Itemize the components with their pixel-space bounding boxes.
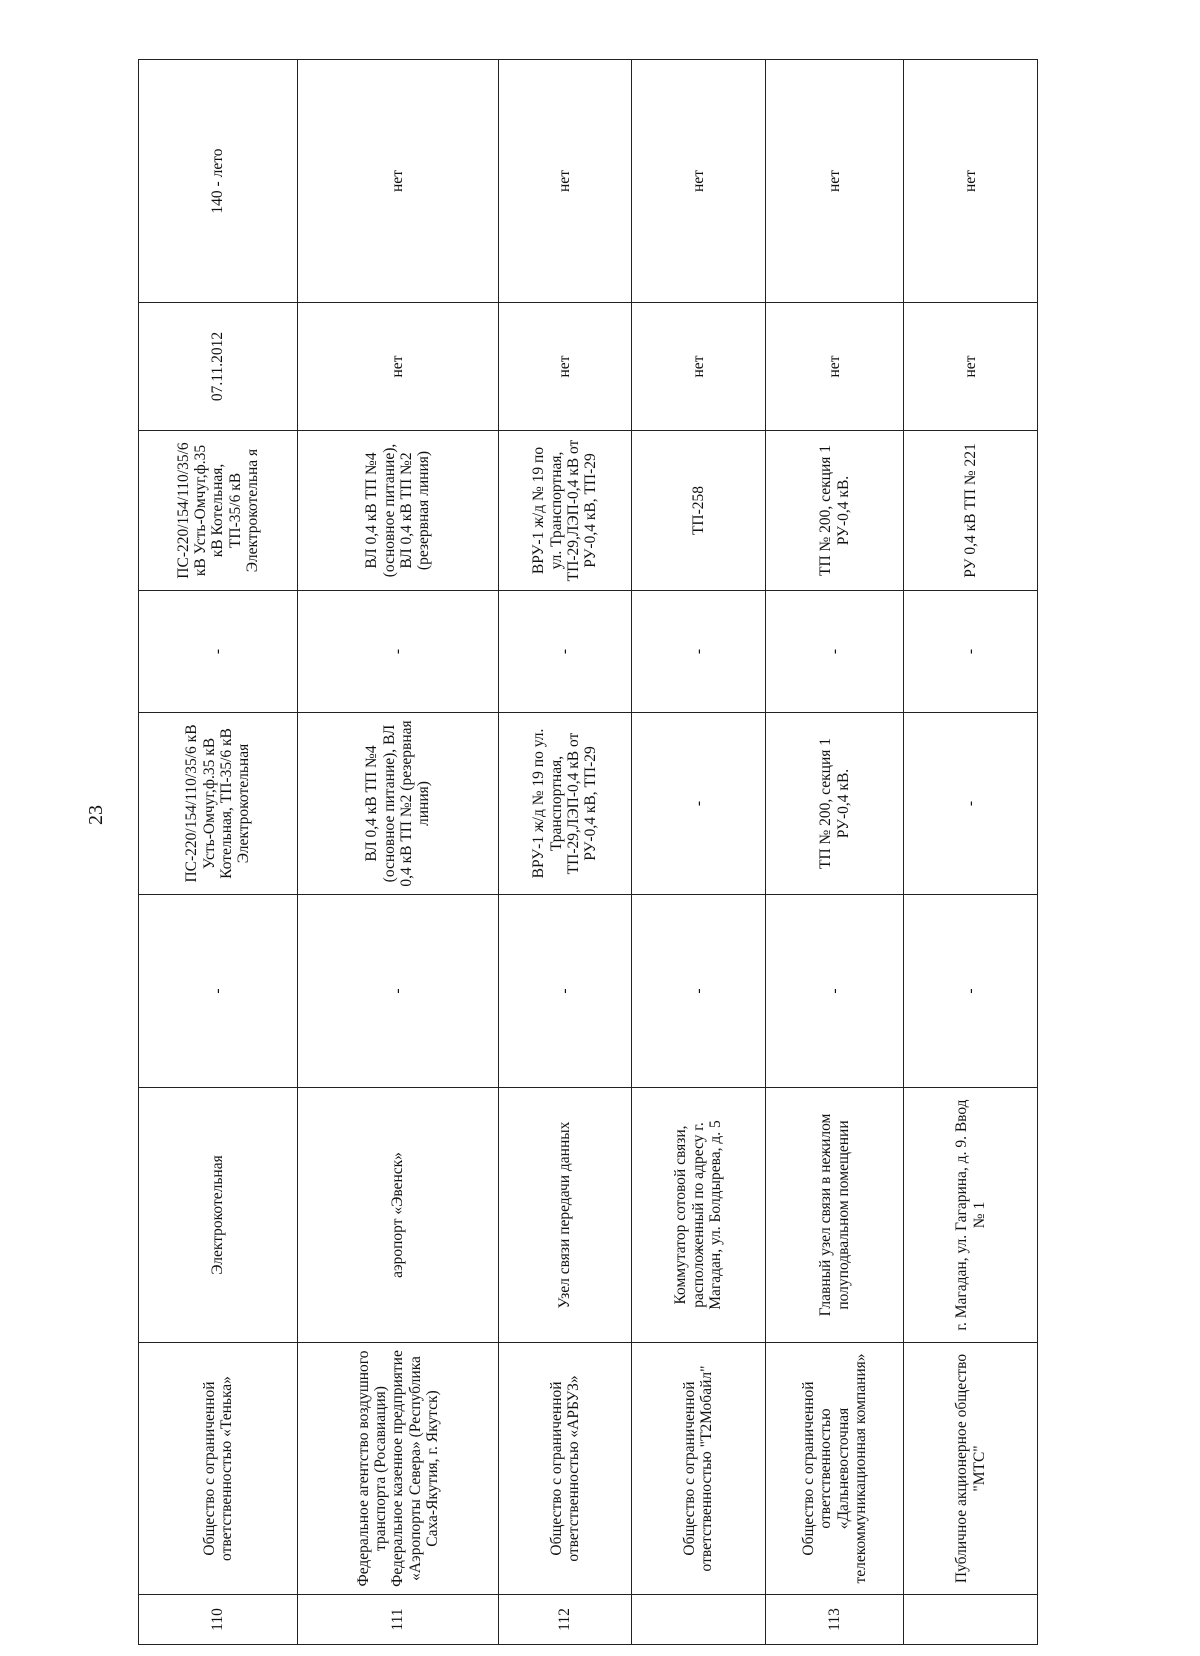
row-number: 113 [765, 1595, 904, 1645]
cell-col6: - [298, 591, 498, 713]
cell-last: нет [498, 60, 632, 303]
cell-date: нет [904, 303, 1038, 431]
table-row [298, 60, 498, 1645]
table-row [765, 60, 904, 1645]
object-name: аэропорт «Эвенск» [298, 1088, 498, 1343]
table-row [139, 60, 298, 1645]
cell-col6: - [139, 591, 298, 713]
cell-col7: ТП-258 [632, 431, 766, 591]
cell-col7: РУ 0,4 кВ ТП № 221 [904, 431, 1038, 591]
cell-col4: - [498, 895, 632, 1088]
row-number [632, 1595, 766, 1645]
row-number: 111 [298, 1595, 498, 1645]
cell-last: нет [904, 60, 1038, 303]
row-number: 112 [498, 1595, 632, 1645]
cell-col7: ВЛ 0,4 кВ ТП №4 (основное питание), ВЛ 0,4 кВ ТП №2 (резервная линия) [298, 431, 498, 591]
object-name: Электрокотельная [139, 1088, 298, 1343]
table-row [632, 60, 766, 1645]
cell-col4: - [298, 895, 498, 1088]
cell-date: нет [765, 303, 904, 431]
organization-name: Общество с ограниченной ответственностью «АРБУЗ» [498, 1343, 632, 1595]
organization-name: Общество с ограниченной ответственностью «Тенька» [139, 1343, 298, 1595]
cell-date: нет [498, 303, 632, 431]
cell-last: нет [765, 60, 904, 303]
organization-name: Федеральное агентство воздушного транспорта (Росавиация) Федеральное казенное предприятие «Аэропорты Севера» (Республика Саха-Якутия, г. Якутск) [298, 1343, 498, 1595]
cell-col5: ТП № 200, секция 1 РУ-0,4 кВ. [765, 713, 904, 895]
cell-col4: - [904, 895, 1038, 1088]
cell-last: 140 - лето [139, 60, 298, 303]
table-row [498, 60, 632, 1645]
object-name: г. Магадан, ул. Гагарина, д. 9. Ввод № 1 [904, 1088, 1038, 1343]
consumers-table [138, 59, 1038, 1645]
cell-last: нет [632, 60, 766, 303]
cell-col7: ПС-220/154/110/35/6 кВ Усть-Омчуг,ф.35 кВ Котельная, ТП-35/6 кВ Электрокотельна я [139, 431, 298, 591]
cell-col7: ВРУ-1 ж/д № 19 по ул. Транспортная, ТП-29,ЛЭП-0,4 кВ от РУ-0,4 кВ, ТП-29 [498, 431, 632, 591]
cell-col5: - [632, 713, 766, 895]
cell-col4: - [632, 895, 766, 1088]
cell-date: 07.11.2012 [139, 303, 298, 431]
cell-col5: ВРУ-1 ж/д № 19 по ул. Транспортная, ТП-29,ЛЭП-0,4 кВ от РУ-0,4 кВ, ТП-29 [498, 713, 632, 895]
object-name: Коммутатор сотовой связи, расположенный по адресу г. Магадан, ул. Болдырева, д. 5 [632, 1088, 766, 1343]
cell-date: нет [632, 303, 766, 431]
cell-col7: ТП № 200, секция 1 РУ-0,4 кВ. [765, 431, 904, 591]
page-number: 23 [85, 805, 107, 825]
row-number [904, 1595, 1038, 1645]
object-name: Главный узел связи в нежилом полуподвальном помещении [765, 1088, 904, 1343]
organization-name: Публичное акционерное общество "МТС" [904, 1343, 1038, 1595]
cell-col5: ПС-220/154/110/35/6 кВ Усть-Омчуг,ф.35 кВ Котельная, ТП-35/6 кВ Электрокотельная [139, 713, 298, 895]
object-name: Узел связи передачи данных [498, 1088, 632, 1343]
cell-col5: - [904, 713, 1038, 895]
cell-last: нет [298, 60, 498, 303]
cell-col4: - [139, 895, 298, 1088]
cell-col5: ВЛ 0,4 кВ ТП №4 (основное питание), ВЛ 0,4 кВ ТП №2 (резервная линия) [298, 713, 498, 895]
row-number: 110 [139, 1595, 298, 1645]
table-wrapper [138, 60, 1038, 1645]
organization-name: Общество с ограниченной ответственностью «Дальневосточная телекоммуникационная компания» [765, 1343, 904, 1595]
cell-col6: - [498, 591, 632, 713]
cell-date: нет [298, 303, 498, 431]
organization-name: Общество с ограниченной ответственностью "Т2Мобайл" [632, 1343, 766, 1595]
cell-col4: - [765, 895, 904, 1088]
cell-col6: - [632, 591, 766, 713]
cell-col6: - [904, 591, 1038, 713]
cell-col6: - [765, 591, 904, 713]
table-row [904, 60, 1038, 1645]
